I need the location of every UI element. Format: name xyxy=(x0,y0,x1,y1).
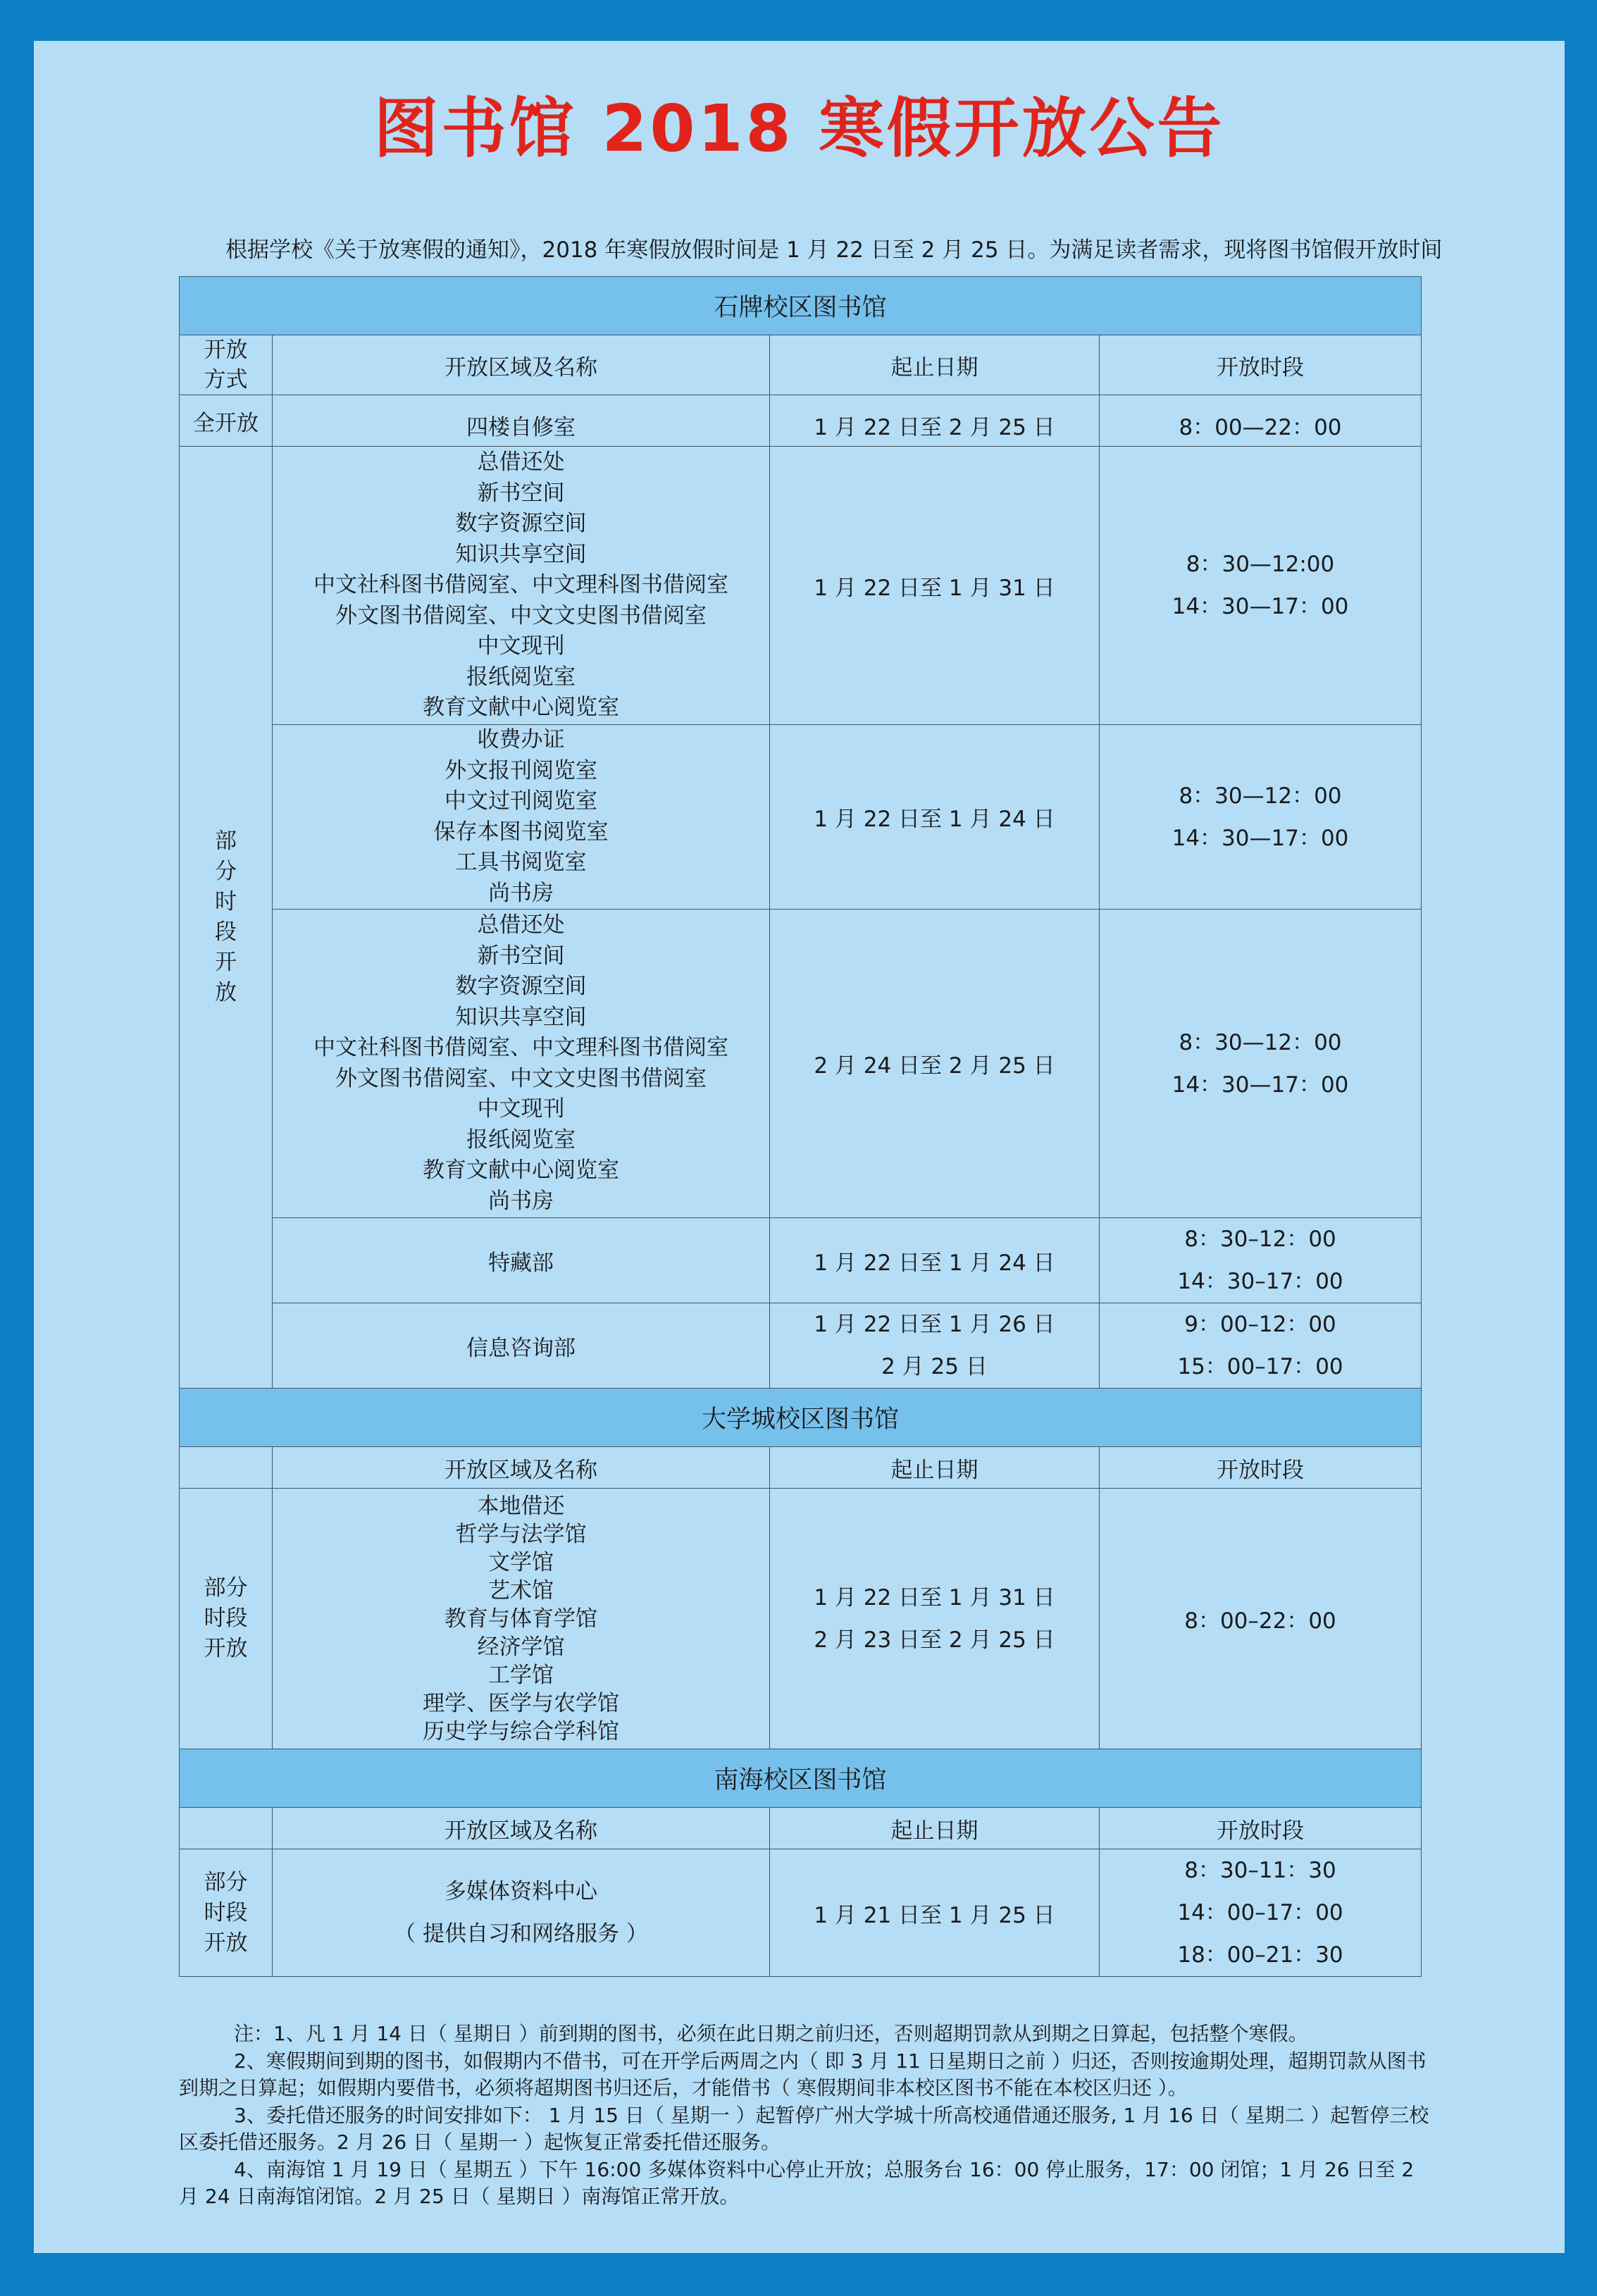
area-item: 保存本图书阅览室 xyxy=(433,819,609,845)
method-line: 时段 xyxy=(204,1899,248,1925)
partial-method-cell xyxy=(180,447,273,1389)
method-line: 时段 xyxy=(204,1606,248,1631)
header-dates: 起止日期 xyxy=(770,1447,1100,1489)
area-cell xyxy=(273,447,770,725)
hours-item: 8：30–12：00 xyxy=(1184,1227,1336,1252)
table-row xyxy=(180,910,1422,1218)
area-item: 报纸阅览室 xyxy=(466,664,576,690)
hours-item: 14：00–17：00 xyxy=(1177,1900,1343,1925)
area-item: 本地借还 xyxy=(477,1493,565,1519)
area-item: 新书空间 xyxy=(477,943,565,969)
table-row xyxy=(180,1849,1422,1977)
notice-title: 图书馆 2018 寒假开放公告 xyxy=(373,91,1225,166)
area-item: 艺术馆 xyxy=(488,1577,554,1603)
method-char: 时 xyxy=(215,889,237,914)
intro-paragraph: 根据学校《关于放寒假的通知》，2018 年寒假放假时间是 1 月 22 日至 2 月 25 日。为满足读者需求，现将图书馆假开放时间 xyxy=(225,237,1443,263)
hours-item: 8：30—12：00 xyxy=(1179,1029,1342,1055)
hours-cell xyxy=(1100,1218,1422,1303)
area-cell: 特藏部 xyxy=(273,1218,770,1303)
header-hours: 开放时段 xyxy=(1100,335,1422,395)
header-row xyxy=(180,335,1422,395)
table-row xyxy=(180,1303,1422,1389)
area-item: 新书空间 xyxy=(477,480,565,506)
hours-cell: 8：00–22：00 xyxy=(1100,1489,1422,1749)
area-cell: 信息咨询部 xyxy=(273,1303,770,1389)
header-method-empty xyxy=(180,1808,273,1849)
area-item: 理学、医学与农学馆 xyxy=(423,1690,619,1716)
area-cell xyxy=(273,1489,770,1749)
header-area: 开放区域及名称 xyxy=(273,1447,770,1489)
header-area: 开放区域及名称 xyxy=(273,335,770,395)
area-item: 经济学馆 xyxy=(477,1634,565,1660)
hours-cell: 8：00—22：00 xyxy=(1100,395,1422,447)
method-line: 部分 xyxy=(204,1575,248,1601)
hours-item: 15：00–17：00 xyxy=(1177,1354,1343,1379)
area-item: 中文社科图书借阅室、中文理科图书借阅室 xyxy=(313,572,728,598)
area-item: 工学馆 xyxy=(488,1662,554,1688)
area-item: 总借还处 xyxy=(477,449,565,476)
method-cell xyxy=(180,1489,273,1749)
area-item: 中文现刊 xyxy=(477,633,565,659)
area-item: 外文图书借阅室、中文文史图书借阅室 xyxy=(335,1065,707,1091)
area-item: 知识共享空间 xyxy=(455,541,587,567)
method-char: 开 xyxy=(215,950,237,975)
area-item: 数字资源空间 xyxy=(455,511,587,537)
area-item: 外文图书借阅室、中文文史图书借阅室 xyxy=(335,602,707,628)
method-line: 开放 xyxy=(204,1636,248,1661)
header-area: 开放区域及名称 xyxy=(273,1808,770,1849)
area-item: 工具书阅览室 xyxy=(455,850,587,875)
section-shipai xyxy=(180,277,1422,335)
area-item: 总借还处 xyxy=(477,912,565,938)
hours-item: 14：30–17：00 xyxy=(1177,1269,1343,1294)
area-item: 文学馆 xyxy=(488,1549,554,1575)
header-hours: 开放时段 xyxy=(1100,1808,1422,1849)
table-row xyxy=(180,725,1422,910)
area-item: 尚书房 xyxy=(488,1188,554,1214)
note-item: 3、委托借还服务的时间安排如下： 1 月 15 日（ 星期一 ）起暂停广州大学城十所高校通借通还服务, 1 月 16 日（ 星期二 ）起暂停三校区委托借还服务。2 月 26 日（ 星期一 ）起恢复正常委托借还服务。 xyxy=(179,2103,1429,2154)
area-item: 收费办证 xyxy=(477,727,565,752)
dates-item: 1 月 22 日至 1 月 31 日 xyxy=(814,1584,1055,1611)
dates-item: 2 月 23 日至 2 月 25 日 xyxy=(814,1627,1055,1653)
dates-item: 1 月 22 日至 1 月 26 日 xyxy=(814,1312,1055,1337)
section-daxuecheng xyxy=(180,1389,1422,1447)
area-item: 报纸阅览室 xyxy=(466,1127,576,1153)
area-item: 多媒体资料中心 xyxy=(445,1879,597,1904)
area-item: 哲学与法学馆 xyxy=(455,1521,587,1547)
section-title: 大学城校区图书馆 xyxy=(180,1389,1422,1447)
section-nanhai xyxy=(180,1749,1422,1808)
table-row xyxy=(180,395,1422,447)
area-item: 教育与体育学馆 xyxy=(445,1606,597,1632)
hours-cell xyxy=(1100,1849,1422,1977)
dates-item: 2 月 25 日 xyxy=(881,1354,988,1379)
hours-cell xyxy=(1100,447,1422,725)
area-item: （ 提供自习和网络服务 ） xyxy=(394,1921,648,1947)
hours-item: 8：30—12:00 xyxy=(1186,552,1335,577)
dates-cell: 1 月 21 日至 1 月 25 日 xyxy=(770,1849,1100,1977)
hours-item: 14：30—17：00 xyxy=(1172,825,1349,851)
table-row xyxy=(180,1489,1422,1749)
hours-item: 9：00–12：00 xyxy=(1184,1312,1336,1337)
header-dates: 起止日期 xyxy=(770,335,1100,395)
header-dates: 起止日期 xyxy=(770,1808,1100,1849)
section-title: 南海校区图书馆 xyxy=(180,1749,1422,1808)
area-item: 教育文献中心阅览室 xyxy=(423,1158,619,1183)
method-cell: 全开放 xyxy=(180,395,273,447)
notes-section xyxy=(179,2021,1440,2211)
method-line: 部分 xyxy=(204,1869,248,1895)
note-item: 注：1、凡 1 月 14 日（ 星期日 ）前到期的图书，必须在此日期之前归还，否则超期罚款从到期之日算起，包括整个寒假。 xyxy=(234,2022,1308,2045)
method-char: 段 xyxy=(215,919,237,945)
method-cell xyxy=(180,1849,273,1977)
area-item: 历史学与综合学科馆 xyxy=(423,1718,619,1744)
method-line: 开放 xyxy=(204,1930,248,1956)
area-item: 教育文献中心阅览室 xyxy=(423,695,619,721)
area-item: 中文社科图书借阅室、中文理科图书借阅室 xyxy=(313,1035,728,1060)
header-row xyxy=(180,1808,1422,1849)
dates-cell: 1 月 22 日至 1 月 31 日 xyxy=(770,447,1100,725)
method-char: 分 xyxy=(215,859,237,884)
table-row xyxy=(180,447,1422,725)
area-item: 外文报刊阅览室 xyxy=(445,757,597,783)
dates-cell: 1 月 22 日至 2 月 25 日 xyxy=(770,395,1100,447)
dates-cell: 1 月 22 日至 1 月 24 日 xyxy=(770,1218,1100,1303)
hours-item: 8：30—12：00 xyxy=(1179,783,1342,809)
note-item: 4、南海馆 1 月 19 日（ 星期五 ）下午 16:00 多媒体资料中心停止开放；总服务台 16：00 停止服务，17：00 闭馆；1 月 26 日至 2 月 24 日南海馆闭馆。2 月 25 日（ 星期日 ）南海馆正常开放。 xyxy=(179,2157,1415,2208)
table-row xyxy=(180,1218,1422,1303)
area-cell xyxy=(273,725,770,910)
header-method: 开放 方式 xyxy=(180,335,273,395)
schedule-table xyxy=(179,276,1422,1977)
area-item: 知识共享空间 xyxy=(455,1004,587,1030)
method-char: 放 xyxy=(215,980,237,1005)
hours-item: 18：00–21：30 xyxy=(1177,1942,1343,1968)
dates-cell: 1 月 22 日至 1 月 24 日 xyxy=(770,725,1100,910)
section-title: 石牌校区图书馆 xyxy=(180,277,1422,335)
header-row xyxy=(180,1447,1422,1489)
dates-cell xyxy=(770,1303,1100,1389)
area-cell: 四楼自修室 xyxy=(273,395,770,447)
area-item: 尚书房 xyxy=(488,880,554,906)
dates-cell: 2 月 24 日至 2 月 25 日 xyxy=(770,910,1100,1218)
area-cell xyxy=(273,1849,770,1977)
hours-cell xyxy=(1100,910,1422,1218)
hours-cell xyxy=(1100,725,1422,910)
header-hours: 开放时段 xyxy=(1100,1447,1422,1489)
area-item: 中文过刊阅览室 xyxy=(445,788,597,814)
dates-cell xyxy=(770,1489,1100,1749)
hours-item: 14：30—17：00 xyxy=(1172,1072,1349,1098)
hours-item: 8：30–11：30 xyxy=(1184,1858,1336,1883)
area-item: 中文现刊 xyxy=(477,1096,565,1122)
method-char: 部 xyxy=(215,829,237,854)
area-cell xyxy=(273,910,770,1218)
hours-item: 14：30—17：00 xyxy=(1172,594,1349,619)
note-item: 2、寒假期间到期的图书，如假期内不借书，可在开学后两周之内（ 即 3 月 11 日星期日之前 ）归还，否则按逾期处理，超期罚款从图书到期之日算起；如假期内要借书，必须将超期图书归还后，才能借书（ 寒假期间非本校区图书不能在本校区归还 ）。 xyxy=(179,2049,1427,2099)
area-item: 数字资源空间 xyxy=(455,974,587,999)
hours-cell xyxy=(1100,1303,1422,1389)
notice-poster xyxy=(34,41,1565,2253)
header-method-empty xyxy=(180,1447,273,1489)
